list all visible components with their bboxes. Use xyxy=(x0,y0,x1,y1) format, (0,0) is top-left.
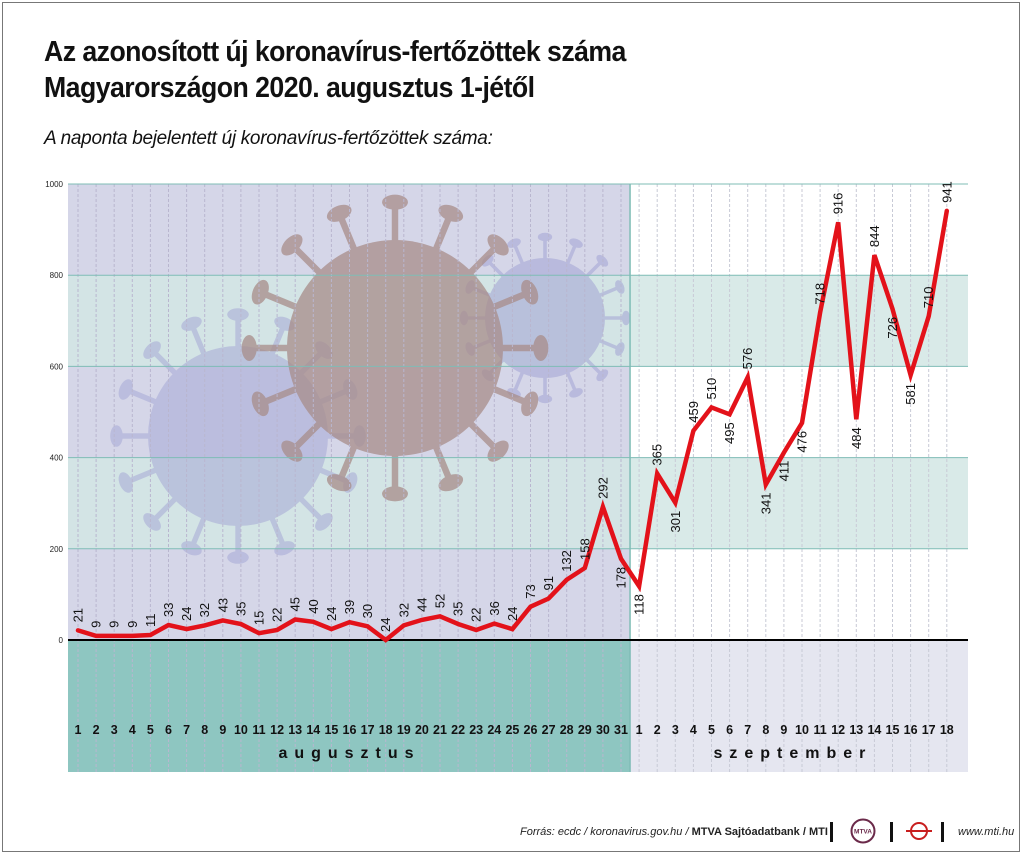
x-tick-label: 4 xyxy=(128,723,136,737)
x-tick-label: 7 xyxy=(744,723,752,737)
x-tick-label: 10 xyxy=(795,723,809,737)
chart-subtitle: A naponta bejelentett új koronavírus-fertőzöttek száma: xyxy=(44,128,493,149)
x-tick-label: 9 xyxy=(780,723,788,737)
virus-body xyxy=(287,240,503,456)
mtva-logo xyxy=(850,818,876,844)
virus-spike-tip xyxy=(227,308,249,321)
data-label: 24 xyxy=(504,606,520,622)
data-label: 495 xyxy=(722,422,738,444)
x-tick-label: 24 xyxy=(487,723,502,737)
x-tick-label: 7 xyxy=(183,723,191,737)
x-tick-label: 13 xyxy=(288,723,303,737)
virus-spike-tip xyxy=(227,551,249,564)
data-label: 292 xyxy=(595,477,611,499)
data-label: 9 xyxy=(88,620,104,628)
x-tick-label: 11 xyxy=(252,723,266,737)
data-label: 21 xyxy=(70,607,86,623)
data-label: 341 xyxy=(758,492,774,515)
website-url: www.mti.hu xyxy=(958,826,1015,838)
month-label: augusztus xyxy=(278,745,421,762)
separator xyxy=(941,822,944,842)
data-label: 581 xyxy=(903,383,919,405)
x-tick-label: 19 xyxy=(396,723,411,737)
x-tick-label: 13 xyxy=(849,723,864,737)
data-label: 941 xyxy=(939,181,955,203)
source-agency: MTVA Sajtóadatbank / MTI xyxy=(691,826,828,838)
data-label: 30 xyxy=(360,603,376,619)
data-label: 35 xyxy=(450,601,466,617)
data-label: 158 xyxy=(577,538,593,560)
data-label: 9 xyxy=(124,620,140,628)
data-label: 24 xyxy=(323,606,339,622)
y-axis xyxy=(45,180,63,645)
data-label: 576 xyxy=(740,347,756,370)
data-label: 484 xyxy=(848,427,864,449)
x-tick-label: 6 xyxy=(165,723,172,737)
data-label: 15 xyxy=(251,610,267,626)
x-tick-label: 20 xyxy=(414,723,429,737)
x-tick-label: 17 xyxy=(921,723,936,737)
data-label: 32 xyxy=(197,602,213,618)
data-label: 459 xyxy=(685,400,701,423)
data-label: 510 xyxy=(704,377,719,400)
data-label: 22 xyxy=(269,607,285,622)
y-tick-label: 800 xyxy=(49,271,63,281)
x-tick-label: 1 xyxy=(635,723,643,737)
x-tick-label: 6 xyxy=(726,723,734,737)
x-tick-label: 8 xyxy=(201,723,209,737)
data-label: 9 xyxy=(106,620,122,628)
data-label: 24 xyxy=(179,606,195,622)
data-label: 52 xyxy=(432,593,448,609)
x-tick-label: 18 xyxy=(939,723,954,737)
x-tick-label: 9 xyxy=(219,723,227,737)
x-tick-label: 15 xyxy=(324,723,339,737)
data-label: 411 xyxy=(776,460,792,482)
y-tick-label: 1000 xyxy=(45,180,63,189)
x-tick-label: 30 xyxy=(595,723,610,737)
x-tick-label: 8 xyxy=(762,723,770,737)
data-label: 916 xyxy=(830,192,846,215)
virus-spike-tip xyxy=(110,425,123,447)
x-tick-label: 14 xyxy=(306,723,321,737)
data-label: 11 xyxy=(142,613,158,627)
x-tick-label: 4 xyxy=(689,723,697,737)
x-tick-label: 29 xyxy=(577,723,592,737)
data-label: 132 xyxy=(559,550,575,572)
x-tick-label: 12 xyxy=(270,723,285,737)
x-tick-label: 5 xyxy=(708,723,715,737)
data-label: 844 xyxy=(866,225,882,248)
source-text: Forrás: ecdc / koronavirus.gov.hu / xyxy=(520,826,692,838)
y-tick-label: 400 xyxy=(49,453,63,463)
data-label: 91 xyxy=(541,576,557,591)
y-tick-label: 200 xyxy=(49,544,63,554)
data-label: 44 xyxy=(414,597,430,612)
x-tick-label: 15 xyxy=(885,723,900,737)
y-tick-label: 600 xyxy=(49,362,63,372)
virus-spike-tip xyxy=(538,233,552,241)
virus-spike-tip xyxy=(533,335,548,361)
x-tick-label: 26 xyxy=(523,723,538,737)
month-label: szeptember xyxy=(713,745,873,762)
x-tick-label: 16 xyxy=(903,723,918,737)
data-label: 476 xyxy=(794,430,810,453)
data-label: 36 xyxy=(486,601,502,616)
virus-large xyxy=(242,195,549,502)
data-label: 24 xyxy=(378,617,394,632)
data-label: 726 xyxy=(885,316,900,339)
mtva-logo-text: MTVA xyxy=(854,828,872,836)
x-tick-label: 17 xyxy=(360,723,375,737)
data-label: 118 xyxy=(631,594,647,615)
x-tick-label: 28 xyxy=(559,723,574,737)
data-label: 178 xyxy=(613,566,629,589)
data-label: 73 xyxy=(523,584,538,599)
virus-body xyxy=(485,258,605,378)
virus-spike-tip xyxy=(242,335,257,361)
data-label: 301 xyxy=(667,510,683,533)
data-label: 33 xyxy=(161,602,176,617)
data-label: 718 xyxy=(812,282,828,305)
data-label: 40 xyxy=(305,599,321,614)
x-tick-label: 14 xyxy=(867,723,882,737)
separator xyxy=(890,822,893,842)
chart-title: Az azonosított új koronavírus-fertőzöttek száma Magyarországon 2020. augusztus 1-jétől xyxy=(44,36,626,104)
source-credit xyxy=(520,826,828,838)
x-tick-label: 3 xyxy=(671,723,679,737)
y-tick-label: 0 xyxy=(58,636,63,645)
x-tick-label: 2 xyxy=(92,723,100,737)
data-label: 22 xyxy=(468,607,484,622)
x-tick-label: 12 xyxy=(831,723,846,737)
data-label: 45 xyxy=(287,597,303,612)
x-tick-label: 2 xyxy=(653,723,661,737)
x-tick-label: 1 xyxy=(74,723,82,737)
data-label: 32 xyxy=(396,602,412,618)
x-tick-label: 23 xyxy=(469,723,484,737)
data-label: 35 xyxy=(233,601,249,617)
data-label: 365 xyxy=(649,443,665,466)
x-tick-label: 22 xyxy=(451,723,466,737)
x-tick-label: 5 xyxy=(146,723,154,737)
data-label: 710 xyxy=(921,286,937,309)
x-tick-label: 21 xyxy=(433,723,447,737)
x-tick-label: 31 xyxy=(614,723,628,737)
mti-logo xyxy=(904,818,934,844)
virus-spike-tip xyxy=(622,311,630,325)
x-tick-label: 27 xyxy=(541,723,556,737)
x-tick-label: 25 xyxy=(505,723,520,737)
x-tick-label: 16 xyxy=(342,723,357,737)
x-tick-label: 10 xyxy=(233,723,248,737)
data-label: 39 xyxy=(342,599,357,615)
separator xyxy=(830,822,833,842)
x-tick-label: 3 xyxy=(110,723,118,737)
x-tick-label: 18 xyxy=(378,723,393,737)
x-tick-label: 11 xyxy=(813,723,827,737)
data-label: 43 xyxy=(215,597,231,613)
virus-spike-tip xyxy=(538,395,552,403)
